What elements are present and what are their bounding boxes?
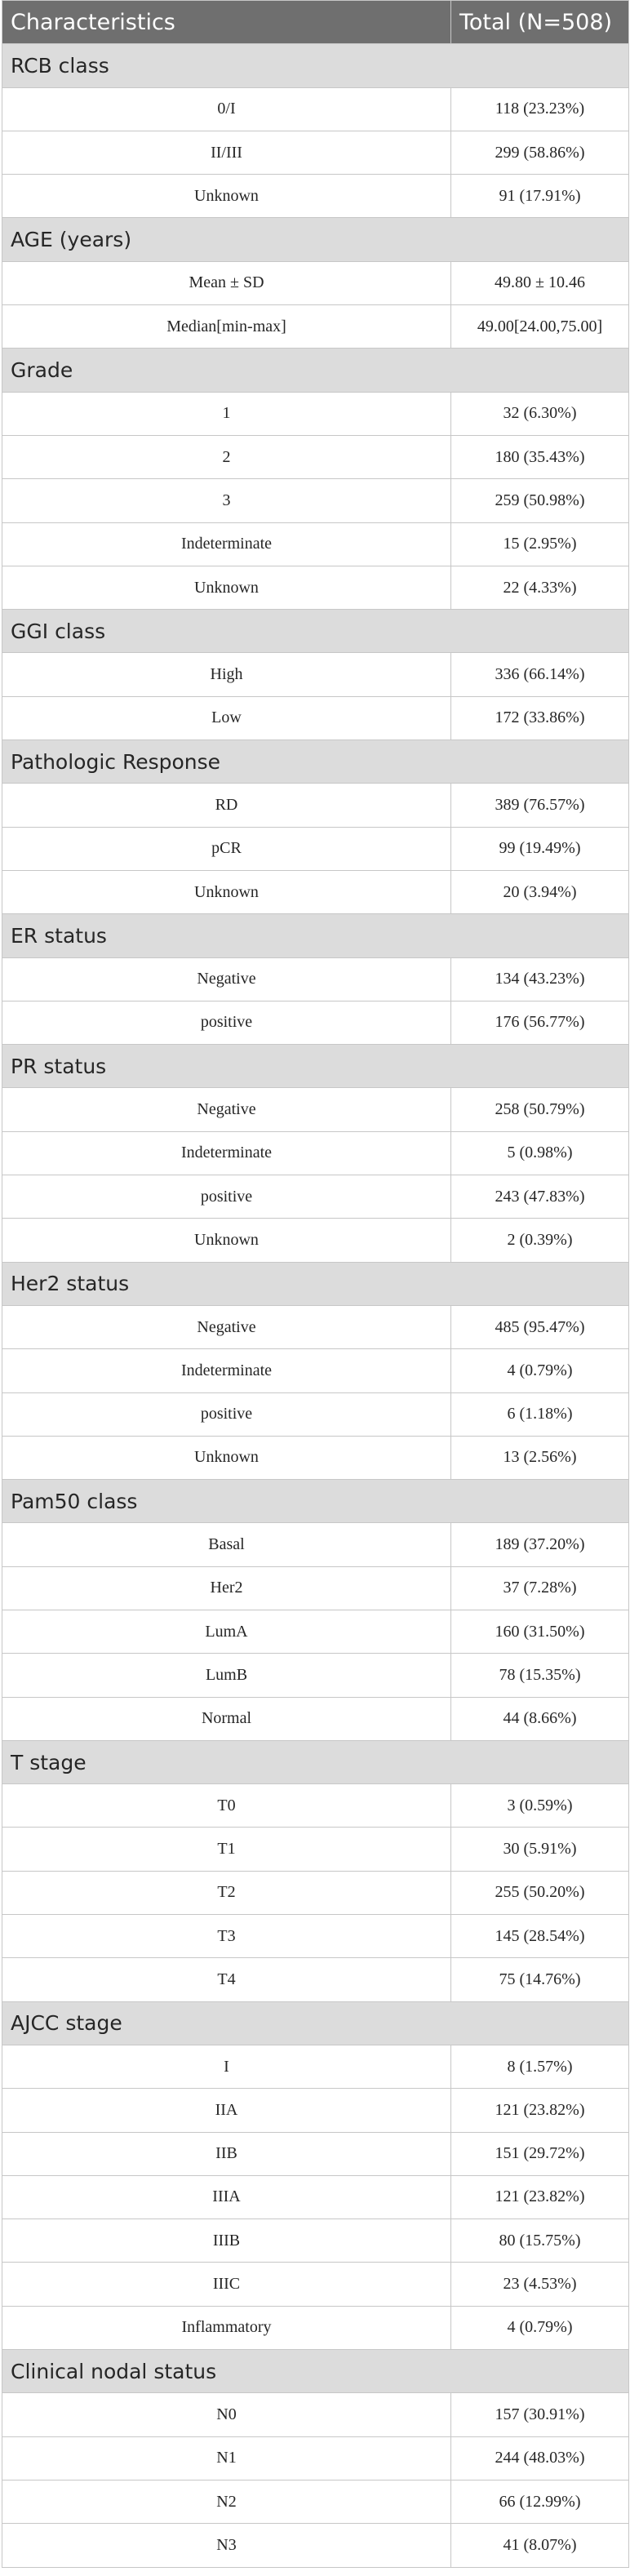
- table-row: [2, 2175, 629, 2218]
- row-label: IIA: [2, 2089, 451, 2132]
- section-title: Pam50 class: [2, 1480, 629, 1523]
- table-row: [2, 2306, 629, 2349]
- row-value: 255 (50.20%): [451, 1871, 629, 1914]
- row-label: 3: [2, 479, 451, 522]
- section-header-row: [2, 1262, 629, 1305]
- row-label: Inflammatory: [2, 2306, 451, 2349]
- section-title: Clinical nodal status: [2, 2350, 629, 2393]
- table-row: [2, 261, 629, 304]
- row-value: 4 (0.79%): [451, 2306, 629, 2349]
- table-row: [2, 1697, 629, 1740]
- table-row: [2, 1219, 629, 1262]
- row-label: 2: [2, 435, 451, 478]
- row-value: 157 (30.91%): [451, 2393, 629, 2436]
- row-label: Unknown: [2, 1436, 451, 1479]
- section-header-row: [2, 1740, 629, 1783]
- section-title: RCB class: [2, 44, 629, 87]
- section-header-row: [2, 740, 629, 784]
- row-value: 8 (1.57%): [451, 2045, 629, 2088]
- section-header-row: [2, 2001, 629, 2045]
- row-label: N0: [2, 2393, 451, 2436]
- row-value: 99 (19.49%): [451, 827, 629, 870]
- table-row: [2, 2045, 629, 2088]
- row-value: 189 (37.20%): [451, 1523, 629, 1566]
- total-header: Total (N=508): [451, 1, 629, 44]
- table-row: [2, 653, 629, 696]
- row-label: Unknown: [2, 175, 451, 218]
- row-value: 91 (17.91%): [451, 175, 629, 218]
- row-label: RD: [2, 784, 451, 827]
- row-label: N3: [2, 2524, 451, 2567]
- row-value: 15 (2.95%): [451, 522, 629, 566]
- row-value: 41 (8.07%): [451, 2524, 629, 2567]
- table-row: [2, 2132, 629, 2175]
- row-value: 22 (4.33%): [451, 566, 629, 609]
- table-row: [2, 305, 629, 349]
- section-title: Grade: [2, 349, 629, 392]
- row-value: 299 (58.86%): [451, 131, 629, 174]
- row-value: 121 (23.82%): [451, 2089, 629, 2132]
- row-label: Mean ± SD: [2, 261, 451, 304]
- row-label: T2: [2, 1871, 451, 1914]
- row-value: 6 (1.18%): [451, 1392, 629, 1436]
- row-value: 66 (12.99%): [451, 2480, 629, 2523]
- table-row: [2, 2263, 629, 2306]
- row-value: 32 (6.30%): [451, 392, 629, 435]
- row-value: 244 (48.03%): [451, 2436, 629, 2480]
- row-label: Normal: [2, 1697, 451, 1740]
- section-title: GGI class: [2, 610, 629, 653]
- table-row: [2, 131, 629, 174]
- row-value: 151 (29.72%): [451, 2132, 629, 2175]
- table-row: [2, 1175, 629, 1219]
- table-row: [2, 1566, 629, 1610]
- table-row: [2, 2219, 629, 2263]
- table-row: [2, 696, 629, 739]
- row-value: 30 (5.91%): [451, 1828, 629, 1871]
- table-row: [2, 1784, 629, 1828]
- row-label: Indeterminate: [2, 1131, 451, 1175]
- row-label: Negative: [2, 1088, 451, 1131]
- row-value: 145 (28.54%): [451, 1915, 629, 1958]
- row-label: Unknown: [2, 1219, 451, 1262]
- table-row: [2, 1610, 629, 1653]
- row-value: 37 (7.28%): [451, 1566, 629, 1610]
- row-label: Unknown: [2, 566, 451, 609]
- table-row: [2, 1436, 629, 1479]
- table-row: [2, 1131, 629, 1175]
- table-row: [2, 957, 629, 1001]
- section-header-row: [2, 914, 629, 957]
- row-label: 1: [2, 392, 451, 435]
- row-label: IIIC: [2, 2263, 451, 2306]
- section-title: Pathologic Response: [2, 740, 629, 784]
- row-value: 243 (47.83%): [451, 1175, 629, 1219]
- table-row: [2, 1915, 629, 1958]
- table-row: [2, 87, 629, 131]
- row-value: 3 (0.59%): [451, 1784, 629, 1828]
- row-value: 44 (8.66%): [451, 1697, 629, 1740]
- row-value: 121 (23.82%): [451, 2175, 629, 2218]
- section-title: T stage: [2, 1740, 629, 1783]
- row-label: pCR: [2, 827, 451, 870]
- row-label: Negative: [2, 1305, 451, 1348]
- table-row: [2, 175, 629, 218]
- row-label: Negative: [2, 957, 451, 1001]
- table-row: [2, 392, 629, 435]
- table-row: [2, 1523, 629, 1566]
- table-row: [2, 566, 629, 609]
- row-value: 78 (15.35%): [451, 1654, 629, 1697]
- section-header-row: [2, 610, 629, 653]
- section-title: AJCC stage: [2, 2001, 629, 2045]
- row-value: 336 (66.14%): [451, 653, 629, 696]
- row-value: 5 (0.98%): [451, 1131, 629, 1175]
- table-row: [2, 522, 629, 566]
- row-value: 176 (56.77%): [451, 1001, 629, 1044]
- section-title: PR status: [2, 1045, 629, 1088]
- row-label: positive: [2, 1001, 451, 1044]
- row-value: 4 (0.79%): [451, 1349, 629, 1392]
- row-label: Indeterminate: [2, 522, 451, 566]
- row-label: Unknown: [2, 870, 451, 913]
- row-label: T0: [2, 1784, 451, 1828]
- row-value: 49.80 ± 10.46: [451, 261, 629, 304]
- table-row: [2, 435, 629, 478]
- characteristics-header: Characteristics: [2, 1, 451, 44]
- row-value: 13 (2.56%): [451, 1436, 629, 1479]
- row-label: Basal: [2, 1523, 451, 1566]
- row-label: IIIA: [2, 2175, 451, 2218]
- table-row: [2, 2393, 629, 2436]
- section-title: ER status: [2, 914, 629, 957]
- table-row: [2, 1958, 629, 2001]
- table-row: [2, 1305, 629, 1348]
- table-row: [2, 1001, 629, 1044]
- row-label: II/III: [2, 131, 451, 174]
- row-label: Indeterminate: [2, 1349, 451, 1392]
- table-row: [2, 827, 629, 870]
- section-header-row: [2, 1480, 629, 1523]
- table-row: [2, 1871, 629, 1914]
- row-value: 160 (31.50%): [451, 1610, 629, 1653]
- row-value: 180 (35.43%): [451, 435, 629, 478]
- table-row: [2, 2524, 629, 2567]
- section-header-row: [2, 1045, 629, 1088]
- row-value: 258 (50.79%): [451, 1088, 629, 1131]
- table-row: [2, 2436, 629, 2480]
- section-title: AGE (years): [2, 218, 629, 261]
- row-label: positive: [2, 1392, 451, 1436]
- table-header-row: [2, 1, 629, 44]
- section-header-row: [2, 2350, 629, 2393]
- row-label: T1: [2, 1828, 451, 1871]
- row-value: 485 (95.47%): [451, 1305, 629, 1348]
- row-label: LumB: [2, 1654, 451, 1697]
- table-row: [2, 1088, 629, 1131]
- characteristics-table: [2, 0, 629, 2568]
- table-row: [2, 2480, 629, 2523]
- row-value: 2 (0.39%): [451, 1219, 629, 1262]
- table-row: [2, 870, 629, 913]
- table-row: [2, 1349, 629, 1392]
- row-label: 0/I: [2, 87, 451, 131]
- row-value: 20 (3.94%): [451, 870, 629, 913]
- section-header-row: [2, 349, 629, 392]
- row-label: T4: [2, 1958, 451, 2001]
- table-row: [2, 1654, 629, 1697]
- row-value: 80 (15.75%): [451, 2219, 629, 2263]
- section-header-row: [2, 218, 629, 261]
- row-label: IIB: [2, 2132, 451, 2175]
- row-label: LumA: [2, 1610, 451, 1653]
- row-label: Median[min-max]: [2, 305, 451, 349]
- row-label: Low: [2, 696, 451, 739]
- row-label: positive: [2, 1175, 451, 1219]
- table-body: [2, 44, 629, 2567]
- section-title: Her2 status: [2, 1262, 629, 1305]
- row-value: 389 (76.57%): [451, 784, 629, 827]
- table-row: [2, 479, 629, 522]
- table-row: [2, 2089, 629, 2132]
- row-value: 23 (4.53%): [451, 2263, 629, 2306]
- row-value: 75 (14.76%): [451, 1958, 629, 2001]
- row-label: N2: [2, 2480, 451, 2523]
- table-row: [2, 1828, 629, 1871]
- row-value: 49.00[24.00,75.00]: [451, 305, 629, 349]
- row-value: 259 (50.98%): [451, 479, 629, 522]
- row-value: 118 (23.23%): [451, 87, 629, 131]
- row-label: I: [2, 2045, 451, 2088]
- section-header-row: [2, 44, 629, 87]
- row-label: N1: [2, 2436, 451, 2480]
- table-row: [2, 1392, 629, 1436]
- row-value: 134 (43.23%): [451, 957, 629, 1001]
- row-label: IIIB: [2, 2219, 451, 2263]
- row-label: High: [2, 653, 451, 696]
- table-row: [2, 784, 629, 827]
- row-label: T3: [2, 1915, 451, 1958]
- row-value: 172 (33.86%): [451, 696, 629, 739]
- row-label: Her2: [2, 1566, 451, 1610]
